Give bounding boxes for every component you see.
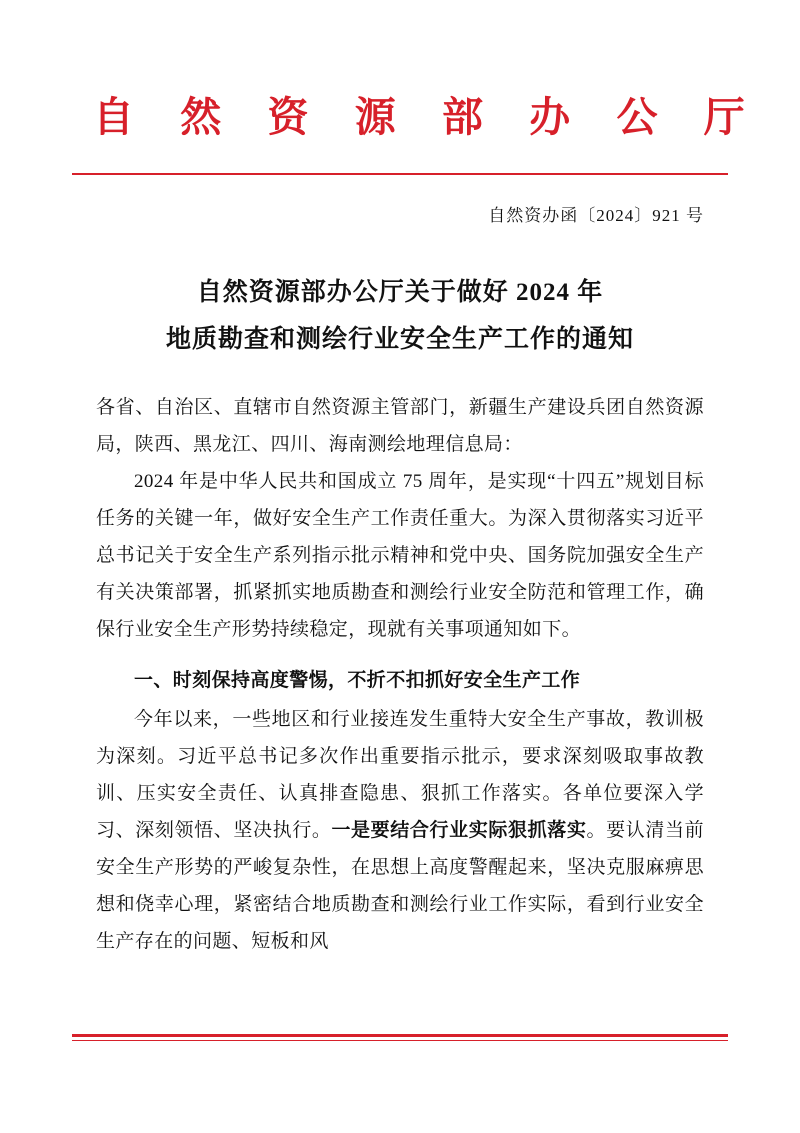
section-1-text-part-2: 。要认清当前安全生产形势的严峻复杂性，在思想上高度警醒起来，坚决克服麻痹思想和侥幸心理，紧密结合地质勘查和测绘行业工作实际，看到行业安全生产存在的问题、短板和风	[96, 820, 704, 953]
section-1-text-part-1: 今年以来，一些地区和行业接连发生重特大安全生产事故，教训极为深刻。习近平总书记多次作出重要指示批示，要求深刻吸取事故教训、压实安全责任、认真排查隐患、狠抓工作落实。各单位要深入学习、深刻领悟、坚决执行。	[96, 709, 704, 842]
masthead	[0, 0, 800, 143]
footer-divider-thin	[72, 1040, 728, 1041]
paragraph-spacer	[96, 648, 704, 654]
section-heading-1: 一、时刻保持高度警惕，不折不扣抓好安全生产工作	[134, 670, 581, 692]
footer-divider-thick	[72, 1034, 728, 1037]
document-title-line-2: 地质勘查和测绘行业安全生产工作的通知	[165, 325, 634, 353]
addressee-paragraph: 各省、自治区、直辖市自然资源主管部门，新疆生产建设兵团自然资源局，陕西、黑龙江、四川、海南测绘地理信息局：	[96, 396, 704, 455]
section-1-paragraph	[96, 701, 704, 960]
footer-divider	[72, 1034, 728, 1041]
document-title-line-1: 自然资源部办公厅关于做好 2024 年	[196, 279, 604, 307]
document-body	[0, 389, 800, 961]
issuing-agency-title: 自 然 资 源 部 办 公 厅	[93, 94, 763, 140]
masthead-divider-line	[72, 173, 728, 175]
document-number: 自然资办函〔2024〕921 号	[488, 206, 704, 226]
document-title	[0, 270, 800, 363]
section-1-emphasis-1: 一是要结合行业实际狠抓落实	[331, 820, 587, 842]
body-paragraph: 2024 年是中华人民共和国成立 75 周年，是实现“十四五”规划目标任务的关键一年，做好安全生产工作责任重大。为深入贯彻落实习近平总书记关于安全生产系列指示批示精神和党中央、国务院加强安全生产有关决策部署，抓紧抓实地质勘查和测绘行业安全防范和管理工作，确保行业安全生产形势持续稳定，现就有关事项通知如下。	[96, 470, 704, 641]
